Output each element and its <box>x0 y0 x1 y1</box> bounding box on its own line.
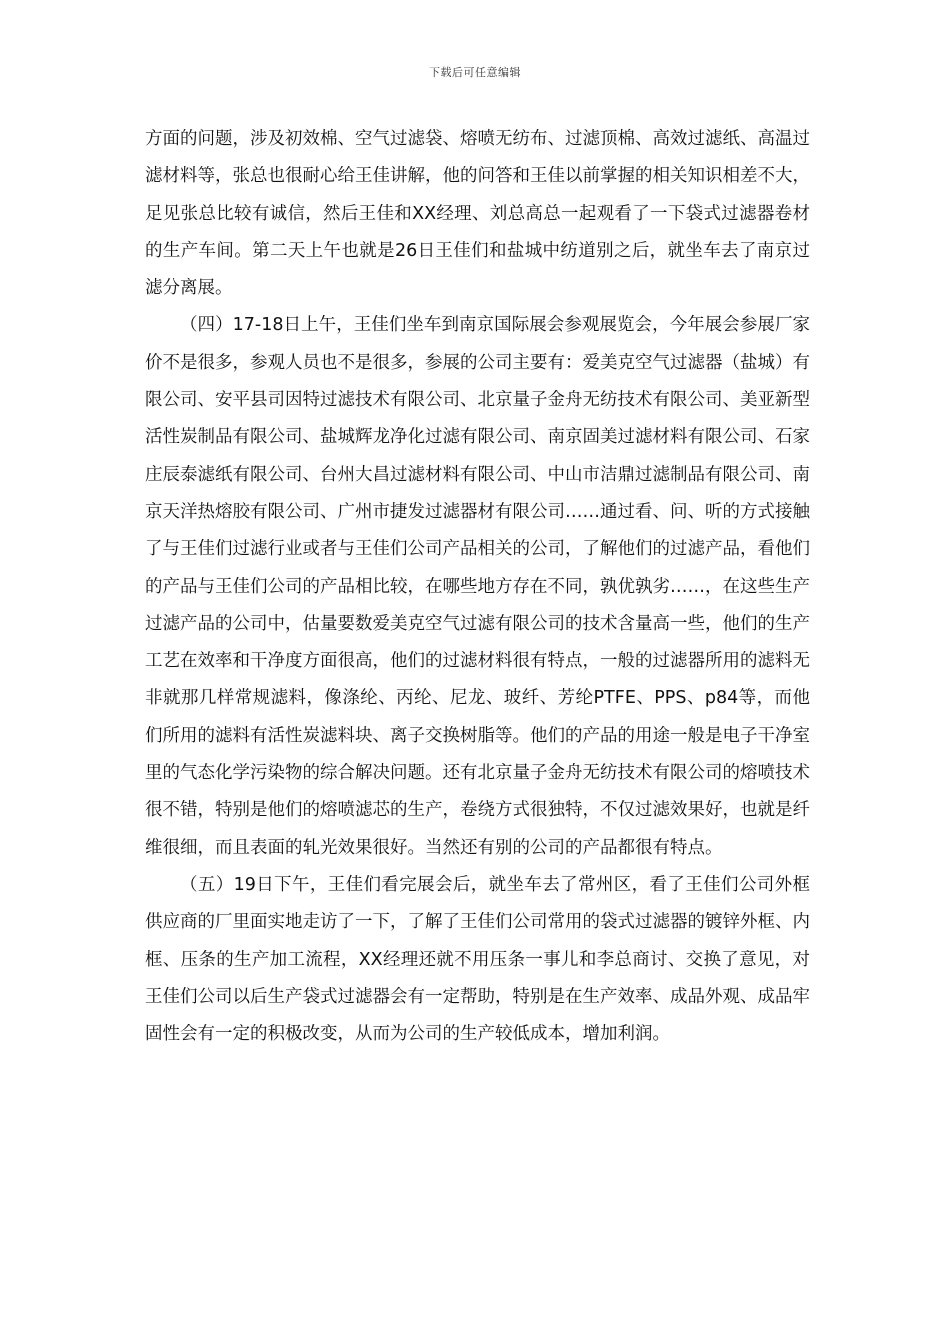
paragraph-section-5: （五）19日下午，王佳们看完展会后，就坐车去了常州区，看了王佳们公司外框供应商的厂里面实地走访了一下，了解了王佳们公司常用的袋式过滤器的镀锌外框、内框、压条的生产加工流程，XX经理还就不用压条一事儿和李总商讨、交换了意见，对王佳们公司以后生产袋式过滤器会有一定帮助，特别是在生产效率、成品外观、成品牢固性会有一定的积极改变，从而为公司的生产较低成本，增加利润。 <box>145 874 810 1045</box>
paragraph-continuation: 方面的问题，涉及初效棉、空气过滤袋、熔喷无纺布、过滤顶棉、高效过滤纸、高温过滤材料等，张总也很耐心给王佳讲解，他的问答和王佳以前掌握的相关知识相差不大，足见张总比较有诚信，然后王佳和XX经理、刘总高总一起观看了一下袋式过滤器卷材的生产车间。第二天上午也就是26日王佳们和盐城中纺道别之后，就坐车去了南京过滤分离展。 <box>145 129 810 299</box>
paragraph-section-4: （四）17-18日上午，王佳们坐车到南京国际展会参观展览会，今年展会参展厂家价不是很多，参观人员也不是很多，参展的公司主要有：爱美克空气过滤器（盐城）有限公司、安平县司因特过滤技术有限公司、北京量子金舟无纺技术有限公司、美亚新型活性炭制品有限公司、盐城辉龙净化过滤有限公司、南京固美过滤材料有限公司、石家庄辰泰滤纸有限公司、台州大昌过滤材料有限公司、中山市洁鼎过滤制品有限公司、南京天洋热熔胶有限公司、广州市捷发过滤器材有限公司……通过看、问、听的方式接触了与王佳们过滤行业或者与王佳们公司产品相关的公司，了解他们的过滤产品，看他们的产品与王佳们公司的产品相比较，在哪些地方存在不同，孰优孰劣……，在这些生产过滤产品的公司中，估量要数爱美克空气过滤有限公司的技术含量高一些，他们的生产工艺在效率和干净度方面很高，他们的过滤材料很有特点，一般的过滤器所用的滤料无非就那几样常规滤料，像涤纶、丙纶、尼龙、玻纤、芳纶PTFE、PPS、p84等，而他们所用的滤料有活性炭滤料块、离子交换树脂等。他们的产品的用途一般是电子干净室里的气态化学污染物的综合解决问题。还有北京量子金舟无纺技术有限公司的熔喷技术很不错，特别是他们的熔喷滤芯的生产，卷绕方式很独特，不仅过滤效果好，也就是纤维很细，而且表面的轧光效果很好。当然还有别的公司的产品都很有特点。 <box>145 315 810 858</box>
document-body <box>145 121 810 1053</box>
page-header: 下载后可任意编辑 <box>429 66 521 79</box>
